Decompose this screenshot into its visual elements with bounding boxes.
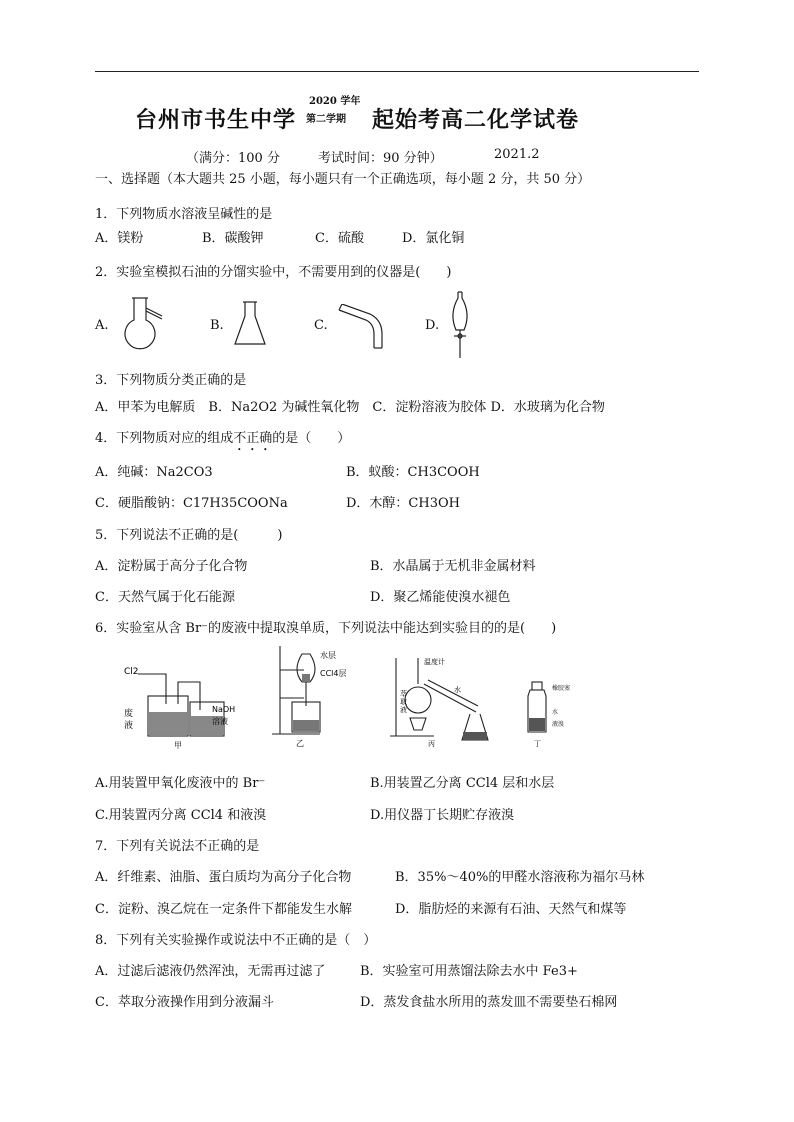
title-exam: 起始考高二化学试卷 xyxy=(372,107,580,133)
q2-option-a: A. xyxy=(95,318,109,333)
q8-option-c: C．萃取分液操作用到分液漏斗 xyxy=(95,995,274,1010)
q8-option-d: D．蒸发食盐水所用的蒸发皿不需要垫石棉网 xyxy=(360,995,618,1010)
q5-stem: 5．下列说法不正确的是( ) xyxy=(95,528,283,543)
q3-stem: 3．下列物质分类正确的是 xyxy=(95,373,247,388)
q4-stem-pre: 4．下列物质对应的组成 xyxy=(95,431,234,446)
q4-option-a: A．纯碱：Na2CO3 xyxy=(95,465,213,480)
conical-flask-icon xyxy=(232,300,268,348)
q5-option-b: B．水晶属于无机非金属材料 xyxy=(370,559,536,574)
q1-option-b: B．碳酸钾 xyxy=(202,231,264,246)
q2-option-b: B. xyxy=(210,318,224,333)
section-heading: 一、选择题（本大题共 25 小题，每小题只有一个正确选项，每小题 2 分，共 50 分） xyxy=(95,172,591,187)
q7-option-d: D．脂肪烃的来源有石油、天然气和煤等 xyxy=(395,902,627,917)
info-date: 2021.2 xyxy=(494,147,540,162)
q1-stem: 1．下列物质水溶液呈碱性的是 xyxy=(95,207,273,222)
label-ye: 液 xyxy=(400,706,407,714)
q6-option-b: B.用装置乙分离 CCl4 层和水层 xyxy=(370,776,555,791)
label-ding: 丁 xyxy=(534,740,541,748)
label-cui: 萃 xyxy=(400,690,407,698)
q8-option-a: A．过滤后滤液仍然浑浊，无需再过滤了 xyxy=(95,964,326,979)
q3-options: A．甲苯为电解质 B．Na2O2 为碱性氧化物 C．淀粉溶液为胶体 D．水玻璃为化合物 xyxy=(95,400,605,415)
label-ccl4-layer: CCl4层 xyxy=(320,669,347,678)
label-liquid-bromine: 液溴 xyxy=(552,721,565,728)
q7-option-a: A．纤维素、油脂、蛋白质均为高分子化合物 xyxy=(95,870,352,885)
q7-option-c: C．淀粉、溴乙烷在一定条件下都能发生水解 xyxy=(95,902,352,917)
label-water: 水 xyxy=(552,709,559,716)
apparatus-ding-diagram xyxy=(520,680,590,750)
q5-option-c: C．天然气属于化石能源 xyxy=(95,590,235,605)
q4-stem-post: 的是（ ） xyxy=(272,431,351,446)
apparatus-jia-diagram xyxy=(120,664,245,750)
label-water-in: 水 xyxy=(454,686,461,694)
q2-option-d: D. xyxy=(425,318,440,333)
label-jia: 甲 xyxy=(174,741,182,750)
q4-option-b: B．蚁酸：CH3COOH xyxy=(346,465,480,480)
label-liquid: 液 xyxy=(124,721,134,731)
q1-option-a: A．镁粉 xyxy=(95,231,144,246)
q5-option-a: A．淀粉属于高分子化合物 xyxy=(95,559,248,574)
q2-option-c: C. xyxy=(314,318,328,333)
q8-option-b: B．实验室可用蒸馏法除去水中 Fe3+ xyxy=(360,964,578,979)
q1-option-d: D．氯化铜 xyxy=(402,231,465,246)
q6-stem: 6．实验室从含 Br⁻的废液中提取溴单质，下列说法中能达到实验目的的是( ) xyxy=(95,621,557,636)
apparatus-yi-diagram xyxy=(268,642,360,748)
header-rule xyxy=(95,71,699,72)
q6-option-a: A.用装置甲氧化废液中的 Br⁻ xyxy=(95,776,266,791)
title-year: 2020 学年 xyxy=(309,96,361,107)
separatory-funnel-icon xyxy=(445,290,475,362)
label-waste: 废 xyxy=(124,709,134,719)
q6-option-c: C.用装置丙分离 CCl4 和液溴 xyxy=(95,808,267,823)
q7-stem: 7．下列有关说法不正确的是 xyxy=(95,839,260,854)
apparatus-bing-diagram xyxy=(388,654,494,748)
label-yi: 乙 xyxy=(296,739,304,748)
label-rubber-stopper: 橡胶塞 xyxy=(552,685,571,692)
label-bing: 丙 xyxy=(428,740,435,748)
title-school: 台州市书生中学 xyxy=(135,107,297,133)
title-term: 第二学期 xyxy=(306,114,346,125)
bent-adapter-icon xyxy=(336,304,386,352)
q4-option-c: C．硬脂酸钠：C17H35COONa xyxy=(95,496,288,511)
q4-stem-emphasis: 不正确 xyxy=(233,431,273,446)
q8-stem: 8．下列有关实验操作或说法中不正确的是（ ） xyxy=(95,933,377,948)
q7-option-b: B．35%～40%的甲醛水溶液称为福尔马林 xyxy=(395,870,645,885)
q2-stem: 2．实验室模拟石油的分馏实验中，不需要用到的仪器是( ) xyxy=(95,265,452,280)
label-water-layer: 水层 xyxy=(320,651,336,660)
q4-option-d: D．木醇：CH3OH xyxy=(346,496,460,511)
q6-option-d: D.用仪器丁长期贮存液溴 xyxy=(370,808,515,823)
label-solution: 溶液 xyxy=(212,717,228,726)
label-naoh: NaOH xyxy=(212,705,236,714)
label-thermometer: 温度计 xyxy=(424,658,445,666)
q1-option-c: C．硫酸 xyxy=(315,231,364,246)
info-time: 考试时间：90 分钟） xyxy=(318,151,443,166)
q5-option-d: D．聚乙烯能使溴水褪色 xyxy=(370,590,511,605)
q4-stem xyxy=(95,427,350,454)
distillation-flask-icon xyxy=(116,296,166,354)
info-full-score: （满分：100 分 xyxy=(186,151,280,166)
label-qu: 取 xyxy=(400,698,407,706)
label-cl2: Cl2 xyxy=(124,667,139,677)
